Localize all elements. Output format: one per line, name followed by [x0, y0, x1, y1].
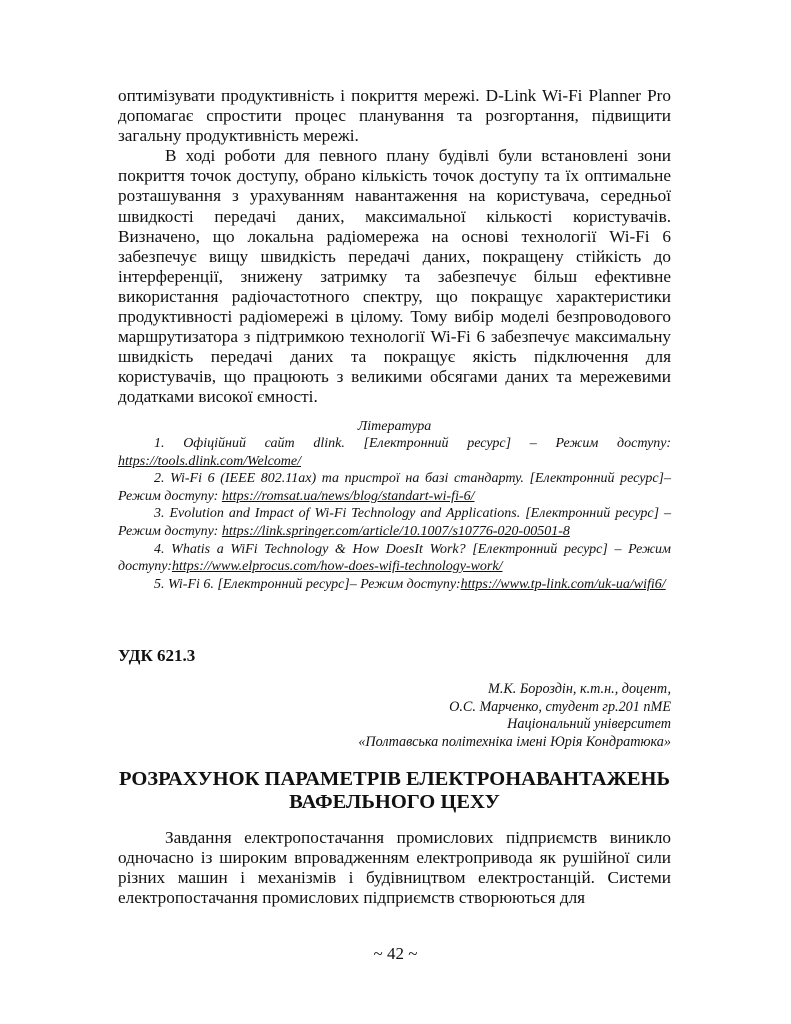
reference-link-4[interactable]: https://www.elprocus.com/how-does-wifi-technology-work/ [171, 559, 503, 575]
article-title: РОЗРАХУНОК ПАРАМЕТРІВ ЕЛЕКТРОНАВАНТАЖЕНЬ ВАФЕЛЬНОГО ЦЕХУ [118, 768, 671, 813]
references-list [118, 435, 671, 593]
conclusion-paragraph: В ході роботи для певного плану будівлі були встановлені зони покриття точок доступу, обрано кількість точок доступу та їх оптимальне розташування з урахуванням навантаження на користувача, середньої швидкості передачі даних, максимальної кількості користувачів. Визначено, що локальна радіомережа на основі технології Wi-Fi 6 забезпечує вищу швидкість передачі даних, покращену стійкість до інтерференції, знижену затримку та забезпечує більш ефективне використання радіочастотного спектру, що покращує характеристики продуктивності радіомережі в цілому. Тому вибір моделі безпроводового маршрутизатора з підтримкою технології Wi-Fi 6 забезпечує максимальну швидкість передачі даних та покращує якість підключення для користувачів, що працюють з великими обсягами даних та мережевими додатками високої ємності. [118, 146, 671, 407]
previous-article-ending [118, 86, 671, 593]
article-body [118, 828, 671, 908]
reference-item-3: 3. Evolution and Impact of Wi-Fi Technology and Applications. [Електронний ресурс] – Режим доступу: https://link.springer.com/article/10.1007/s10776-020-00501-8 [118, 506, 671, 540]
authors-block [358, 681, 671, 751]
author-1: М.К. Бороздін, к.т.н., доцент, [488, 681, 671, 697]
reference-item-1: 1. Офіційний сайт dlink. [Електронний ресурс] – Режим доступу: https://tools.dlink.com/Welcome/ [118, 436, 671, 469]
affiliation-line-2: «Полтавська політехніка імені Юрія Кондратюка» [358, 733, 671, 750]
udk-code: УДК 621.3 [118, 646, 196, 665]
reference-item-5: 5. Wi-Fi 6. [Електронний ресурс]– Режим доступу:https://www.tp-link.com/uk-ua/wifi6/ [154, 576, 666, 592]
reference-link-2[interactable]: https://romsat.ua/news/blog/standart-wi-fi-6/ [221, 488, 475, 504]
page-number: ~ 42 ~ [373, 944, 418, 963]
reference-item-4: 4. Whatis a WiFi Technology & How DoesIt Work? [Електронний ресурс] – Режим доступу:https://www.elprocus.com/how-does-wifi-technology-work/ [118, 541, 671, 575]
references-title: Література [357, 418, 432, 434]
affiliation-line-1: Національний університет [507, 716, 671, 733]
reference-link-5[interactable]: https://www.tp-link.com/uk-ua/wifi6/ [460, 576, 666, 592]
author-2: О.С. Марченко, студент гр.201 пМЕ [449, 698, 671, 715]
reference-link-3[interactable]: https://link.springer.com/article/10.1007/s10776-020-00501-8 [221, 524, 570, 540]
reference-item-2: 2. Wi-Fi 6 (IEEE 802.11ax) та пристрої на базі стандарту. [Електронний ресурс]– Режим доступу: https://romsat.ua/news/blog/standart-wi-fi-6/ [118, 471, 671, 504]
article-first-paragraph: Завдання електропостачання промислових підприємств виникло одночасно із широким впровадженням електропривода як рушійної сили різних машин і механізмів і будівництвом електростанцій. Системи електропостачання промислових підприємств створюються для [118, 828, 671, 908]
reference-link-1[interactable]: https://tools.dlink.com/Welcome/ [118, 453, 302, 469]
intro-paragraph: оптимізувати продуктивність і покриття мережі. D-Link Wi-Fi Planner Pro допомагає спростити процес планування та розгортання, підвищити загальну продуктивність мережі. [118, 86, 671, 146]
